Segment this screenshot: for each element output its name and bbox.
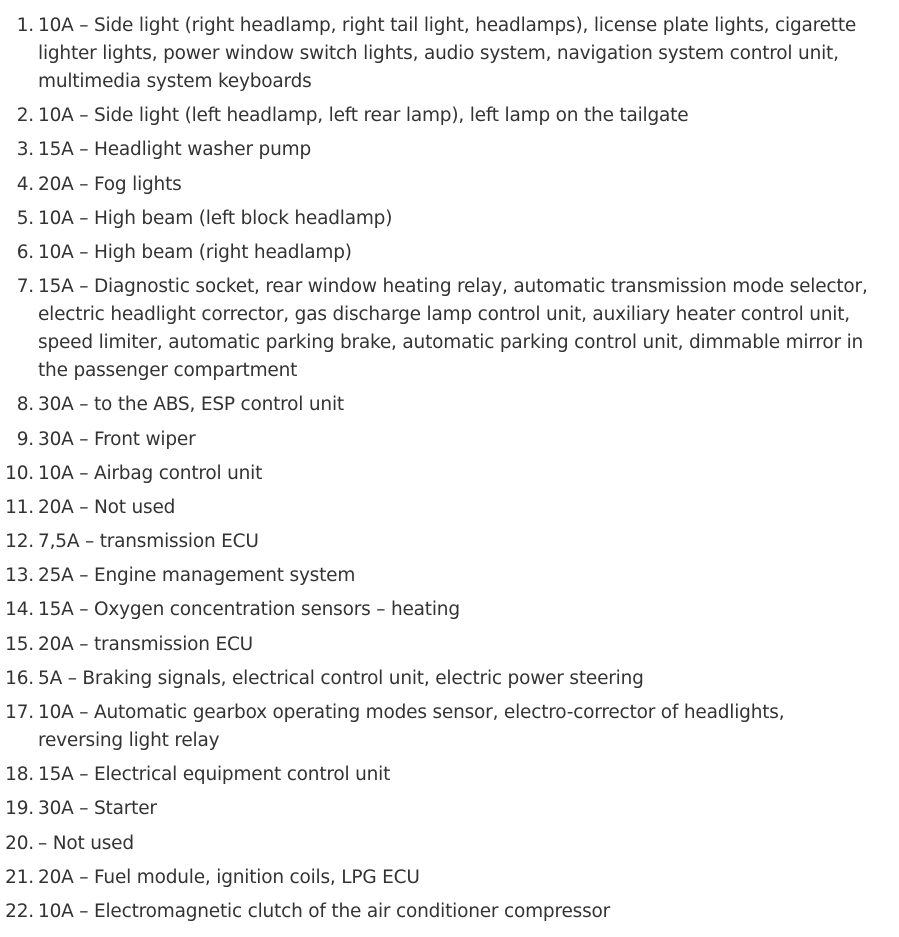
list-item [0, 171, 869, 199]
list-item [0, 12, 869, 96]
fuse-number: 18. [5, 764, 34, 786]
list-item [0, 494, 869, 522]
fuse-number: 4. [16, 173, 34, 195]
fuse-description: 30A – Starter [38, 798, 157, 820]
list-item [0, 136, 869, 164]
fuse-description: 30A – to the ABS, ESP control unit [38, 394, 344, 416]
fuse-description: 10A – Electromagnetic clutch of the air conditioner compressor [38, 900, 611, 922]
fuse-number: 5. [16, 207, 34, 229]
list-item [0, 761, 869, 789]
fuse-description: 20A – Fuel module, ignition coils, LPG ECU [38, 866, 420, 888]
fuse-description: 20A – Not used [38, 496, 176, 518]
list-item [0, 864, 869, 892]
list-item [0, 665, 869, 693]
list-item [0, 699, 869, 755]
fuse-description: – Not used [38, 832, 134, 854]
list-item [0, 239, 869, 267]
fuse-description: 10A – Side light (left headlamp, left rear lamp), left lamp on the tailgate [38, 105, 689, 127]
fuse-number: 9. [16, 428, 34, 450]
fuse-description: 25A – Engine management system [38, 565, 356, 587]
fuse-description: 10A – Automatic gearbox operating modes sensor, electro-corrector of headlights, reversing light relay [38, 702, 785, 751]
list-item [0, 596, 869, 624]
fuse-number: 3. [16, 139, 34, 161]
fuse-number: 10. [5, 462, 34, 484]
fuse-description: 20A – Fog lights [38, 173, 182, 195]
fuse-number: 17. [5, 702, 34, 723]
list-item [0, 426, 869, 454]
list-item [0, 562, 869, 590]
list-item [0, 631, 869, 659]
fuse-description: 10A – High beam (right headlamp) [38, 241, 352, 263]
list-item [0, 460, 869, 488]
list-item [0, 898, 869, 926]
list-item [0, 795, 869, 823]
fuse-number: 6. [16, 241, 34, 263]
fuse-number: 8. [16, 394, 34, 416]
fuse-number: 22. [5, 900, 34, 922]
list-item [0, 273, 869, 385]
fuse-description: 10A – High beam (left block headlamp) [38, 207, 393, 229]
list-item [0, 102, 869, 130]
fuse-number: 2. [16, 105, 34, 127]
fuse-description: 10A – Airbag control unit [38, 462, 263, 484]
fuse-description: 7,5A – transmission ECU [38, 531, 259, 553]
fuse-description: 5A – Braking signals, electrical control unit, electric power steering [38, 667, 644, 689]
fuse-number: 11. [5, 496, 34, 518]
fuse-description: 10A – Side light (right headlamp, right tail light, headlamps), license plate lights, cigarette lighter lights, power window switch lights, audio system, navigation system control unit, multimedia system keyboards [38, 15, 857, 92]
fuse-description: 15A – Electrical equipment control unit [38, 764, 391, 786]
fuse-number: 13. [5, 565, 34, 587]
fuse-description: 15A – Diagnostic socket, rear window heating relay, automatic transmission mode selector, electric headlight corrector, gas discharge lamp control unit, auxiliary heater control unit, speed limiter, automatic parking brake, automatic parking control unit, dimmable mirror in the passenger compartment [38, 276, 868, 382]
fuse-description: 15A – Headlight washer pump [38, 139, 311, 161]
list-item [0, 528, 869, 556]
fuse-number: 16. [5, 667, 34, 689]
fuse-description: 30A – Front wiper [38, 428, 196, 450]
fuse-description: 15A – Oxygen concentration sensors – heating [38, 599, 460, 621]
list-item [0, 391, 869, 419]
fuse-number: 20. [5, 832, 34, 854]
fuse-number: 14. [5, 599, 34, 621]
fuse-number: 21. [5, 866, 34, 888]
list-item [0, 205, 869, 233]
fuse-number: 19. [5, 798, 34, 820]
fuse-description: 20A – transmission ECU [38, 633, 254, 655]
fuse-number: 7. [16, 276, 34, 298]
fuse-number: 1. [16, 15, 34, 36]
fuse-number: 12. [5, 531, 34, 553]
fuse-number: 15. [5, 633, 34, 655]
list-item [0, 830, 869, 858]
